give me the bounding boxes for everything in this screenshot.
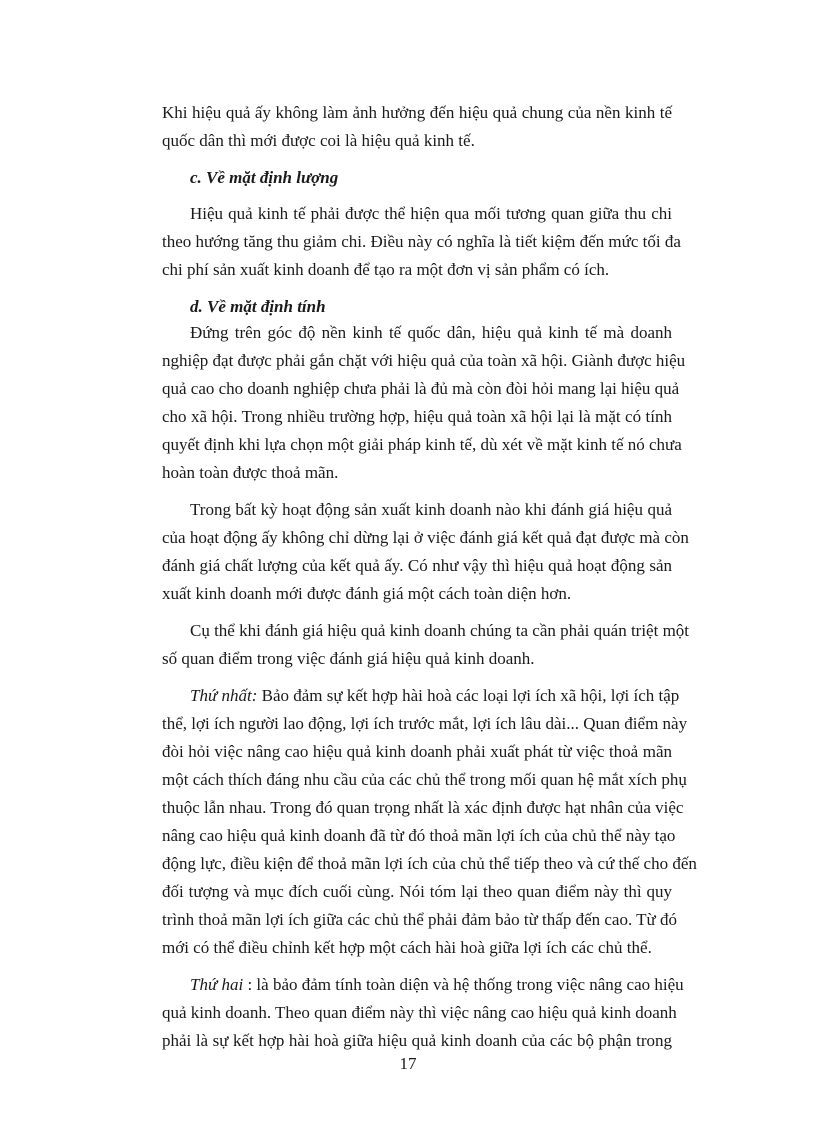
body-line: Đứng trên góc độ nền kinh tế quốc dân, hiệu quả kinh tế mà doanh [190, 323, 672, 342]
body-line: quyết định khi lựa chọn một giải pháp kinh tế, dù xét về mặt kinh tế nó chưa [162, 435, 682, 454]
body-line: đối tượng và mục đích cuối cùng. Nói tóm lại theo quan điểm này thì quy [162, 882, 672, 901]
body-line: theo hướng tăng thu giảm chi. Điều này có nghĩa là tiết kiệm đến mức tối đa [162, 232, 681, 251]
body-line: thuộc lẫn nhau. Trong đó quan trọng nhất là xác định được hạt nhân của việc [162, 798, 684, 817]
body-line: mới có thể điều chỉnh kết hợp một cách hài hoà giữa lợi ích các chủ thể. [162, 938, 652, 957]
section-heading: d. Về mặt định tính [190, 297, 326, 316]
body-line: một cách thích đáng nhu cầu của các chủ thể trong mối quan hệ mắt xích phụ [162, 770, 687, 789]
body-line: quốc dân thì mới được coi là hiệu quả kinh tế. [162, 131, 475, 150]
body-line: nâng cao hiệu quả kinh doanh đã từ đó thoả mãn lợi ích của chủ thể này tạo [162, 826, 676, 845]
body-line: số quan điểm trong việc đánh giá hiệu quả kinh doanh. [162, 649, 535, 668]
body-line: Cụ thể khi đánh giá hiệu quả kinh doanh chúng ta cần phải quán triệt một [190, 621, 690, 640]
body-line: động lực, điều kiện để thoả mãn lợi ích của chủ thể tiếp theo và cứ thế cho đến [162, 854, 697, 873]
body-line: của hoạt động ấy không chỉ dừng lại ở việc đánh giá kết quả đạt được mà còn [162, 528, 689, 547]
body-line: thể, lợi ích người lao động, lợi ích trước mắt, lợi ích lâu dài... Quan điểm này [162, 714, 688, 733]
body-line: Hiệu quả kinh tế phải được thể hiện qua mối tương quan giữa thu chi [190, 204, 672, 223]
lead-term: Thứ hai [190, 975, 244, 994]
body-line: cho xã hội. Trong nhiều trường hợp, hiệu quả toàn xã hội lại là mặt có tính [162, 407, 672, 426]
section-heading: c. Về mặt định lượng [190, 168, 339, 187]
page-number: 17 [399, 1054, 417, 1073]
body-line: đánh giá chất lượng của kết quả ấy. Có như vậy thì hiệu quả hoạt động sản [162, 556, 672, 575]
body-line: trình thoả mãn lợi ích giữa các chủ thể phải đảm bảo từ thấp đến cao. Từ đó [162, 910, 677, 929]
body-line: quả cao cho doanh nghiệp chưa phải là đủ mà còn đòi hỏi mang lại hiệu quả [162, 379, 680, 398]
body-line: chi phí sản xuất kinh doanh để tạo ra một đơn vị sản phẩm có ích. [162, 260, 610, 279]
body-line: Thứ hai : là bảo đảm tính toàn diện và hệ thống trong việc nâng cao hiệu [190, 975, 684, 994]
body-line: phải là sự kết hợp hài hoà giữa hiệu quả kinh doanh của các bộ phận trong [162, 1031, 672, 1050]
body-line: hoàn toàn được thoả mãn. [162, 463, 339, 482]
body-line: Khi hiệu quả ấy không làm ảnh hưởng đến hiệu quả chung của nền kinh tế [162, 103, 672, 122]
body-line: Trong bất kỳ hoạt động sản xuất kinh doanh nào khi đánh giá hiệu quả [190, 500, 672, 519]
lead-term: Thứ nhất: [190, 686, 258, 705]
body-line: đòi hỏi việc nâng cao hiệu quả kinh doanh phải xuất phát từ việc thoả mãn [162, 742, 672, 761]
body-line: xuất kinh doanh mới được đánh giá một cách toàn diện hơn. [162, 584, 572, 603]
body-line: nghiệp đạt được phải gắn chặt với hiệu quả của toàn xã hội. Giành được hiệu [162, 351, 686, 370]
body-line: quả kinh doanh. Theo quan điểm này thì việc nâng cao hiệu quả kinh doanh [162, 1003, 677, 1022]
body-line: Thứ nhất: Bảo đảm sự kết hợp hài hoà các loại lợi ích xã hội, lợi ích tập [190, 686, 680, 705]
